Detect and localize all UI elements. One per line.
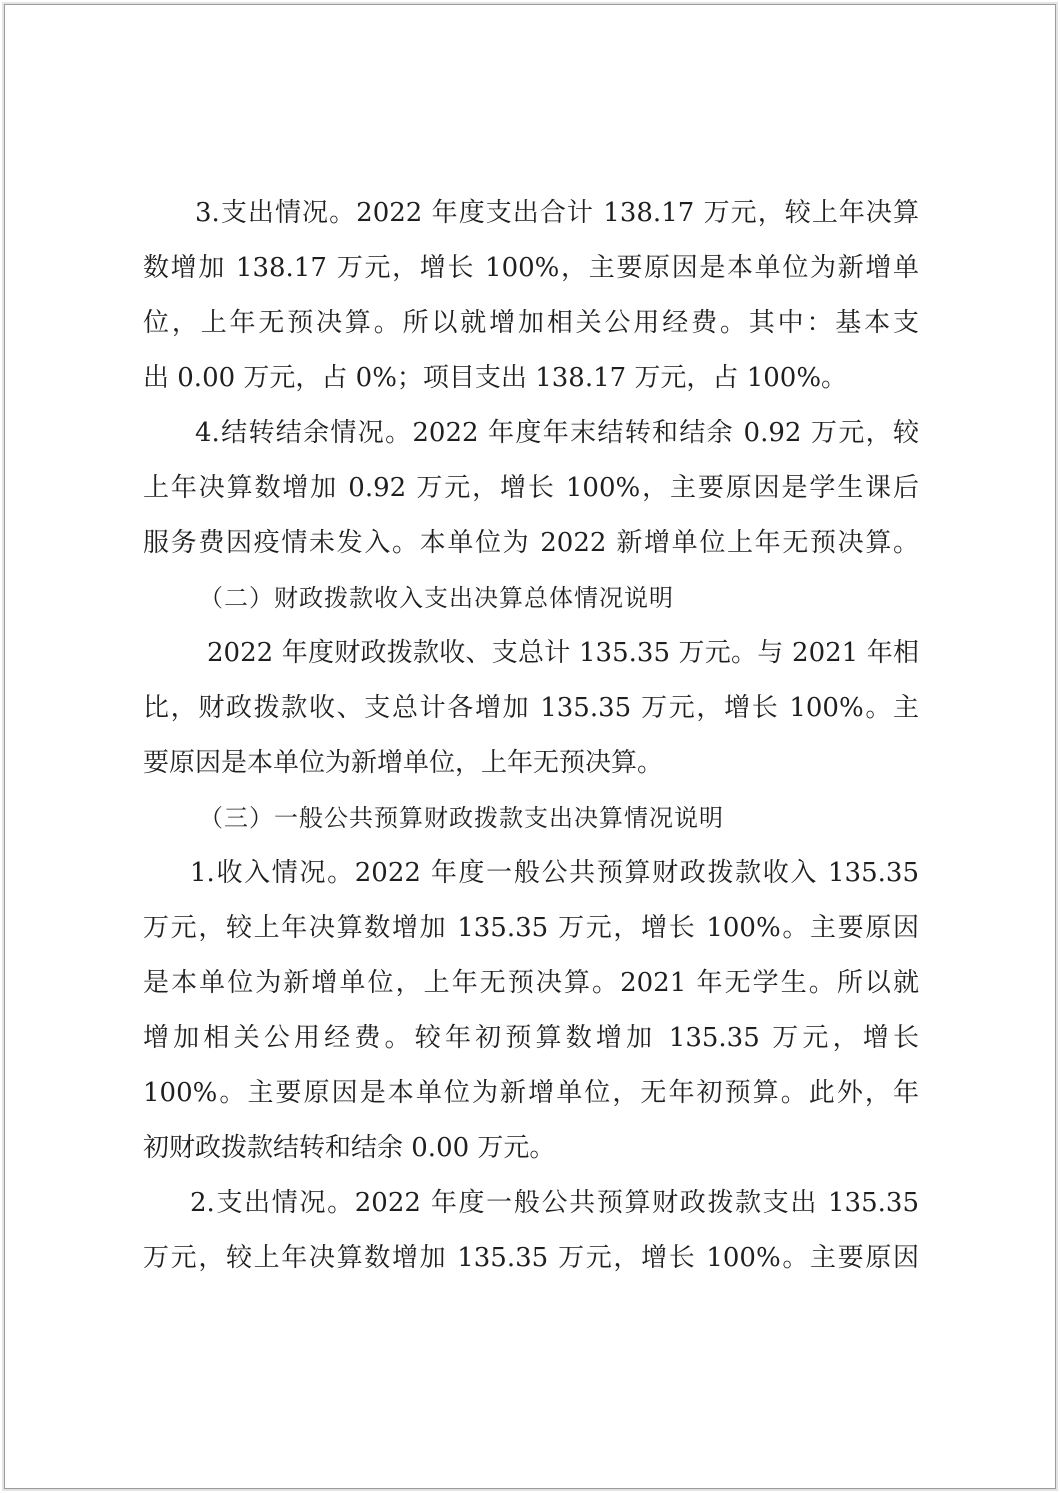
text-line: 4.结转结余情况。2022 年度年末结转和结余 0.92 万元，较 [195, 418, 919, 448]
section-heading: （二）财政拨款收入支出决算总体情况说明 [199, 584, 674, 612]
section-heading-general-budget [143, 791, 919, 846]
text-line: 1.收入情况。2022 年度一般公共预算财政拨款收入 135.35 [190, 858, 919, 888]
text-line: 2.支出情况。2022 年度一般公共预算财政拨款支出 135.35 [190, 1188, 919, 1218]
text-line: 比，财政拨款收、支总计各增加 135.35 万元，增长 100%。主 [143, 693, 919, 723]
paragraph-expense-2 [143, 1176, 919, 1286]
text-line: 服务费因疫情未发入。本单位为 2022 新增单位上年无预决算。 [143, 528, 919, 558]
section-heading: （三）一般公共预算财政拨款支出决算情况说明 [199, 804, 724, 832]
text-line: 万元，较上年决算数增加 135.35 万元，增长 100%。主要原因 [143, 1243, 919, 1273]
paragraph-fiscal-overview [143, 626, 919, 791]
paragraph-expense-3 [143, 186, 919, 406]
text-line: 出 0.00 万元，占 0%；项目支出 138.17 万元，占 100%。 [143, 363, 848, 393]
text-line: 初财政拨款结转和结余 0.00 万元。 [143, 1133, 556, 1163]
text-line: 数增加 138.17 万元，增长 100%，主要原因是本单位为新增单 [143, 253, 919, 283]
paragraph-balance-4 [143, 406, 919, 571]
section-heading-fiscal-overview [143, 571, 919, 626]
text-line: 要原因是本单位为新增单位，上年无预决算。 [143, 748, 664, 778]
text-line: 万元，较上年决算数增加 135.35 万元，增长 100%。主要原因 [143, 913, 919, 943]
text-line: 上年决算数增加 0.92 万元，增长 100%，主要原因是学生课后 [143, 473, 919, 503]
text-line: 3.支出情况。2022 年度支出合计 138.17 万元，较上年决算 [195, 198, 919, 228]
text-line: 100%。主要原因是本单位为新增单位，无年初预算。此外，年 [143, 1078, 919, 1108]
text-line: 位，上年无预决算。所以就增加相关公用经费。其中：基本支 [143, 308, 919, 338]
document-body [143, 186, 919, 1286]
text-line: 是本单位为新增单位，上年无预决算。2021 年无学生。所以就 [143, 968, 919, 998]
text-line: 2022 年度财政拨款收、支总计 135.35 万元。与 2021 年相 [207, 638, 919, 668]
paragraph-income-1 [143, 846, 919, 1176]
text-line: 增加相关公用经费。较年初预算数增加 135.35 万元，增长 [143, 1023, 919, 1053]
